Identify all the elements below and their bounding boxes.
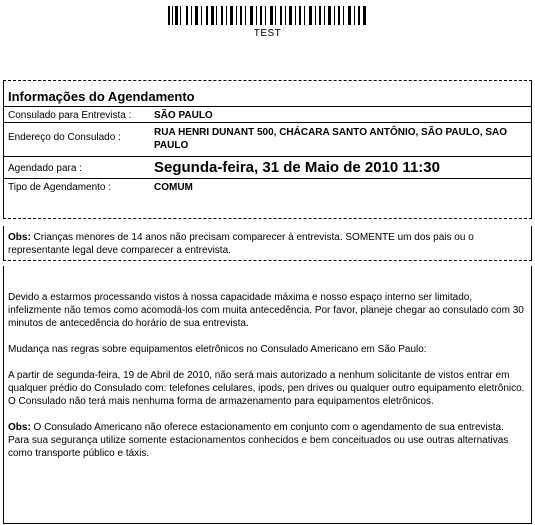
consulate-value: SÃO PAULO xyxy=(154,110,213,121)
section-title: Informações do Agendamento xyxy=(8,89,195,104)
electronics-rule-paragraph: A partir de segunda-feira, 19 de Abril de 2010, não será mais autorizado a nenhum solicitante de vistos entrar em qualquer prédio do Consulado com: telefones celulares, ipods, pen drives ou qualquer outro equipamento eletrônico. O Consulado não terá mais nenhuma forma de armazenamento para equipamentos eletrônicos. xyxy=(8,370,525,407)
parking-note xyxy=(8,421,525,460)
notice-content xyxy=(8,291,525,473)
obs-text: Crianças menores de 14 anos não precisam comparecer à entrevista. SOMENTE um dos pais ou o representante legal deve comparecer a entrevista. xyxy=(8,232,474,256)
barcode-label: TEST xyxy=(253,28,282,39)
scheduled-date-value: Segunda-feira, 31 de Maio de 2010 11:30 xyxy=(154,159,440,176)
barcode xyxy=(168,6,366,25)
parking-text: O Consulado Americano não oferece estacionamento em conjunto com o agendamento de sua entrevista. Para sua segurança utilize somente estacionamentos conhecidos e bem conceituados ou use outras alternativas como transporte público e táxis. xyxy=(8,422,509,459)
children-note xyxy=(8,231,527,257)
consulate-label: Consulado para Entrevista : xyxy=(8,110,132,121)
obs-prefix: Obs: xyxy=(8,232,31,243)
table-row xyxy=(4,123,531,157)
table-row xyxy=(4,179,531,195)
appointment-type-value: COMUM xyxy=(154,182,193,193)
address-label: Endereço do Consulado : xyxy=(8,132,121,143)
obs-prefix: Obs: xyxy=(8,422,31,433)
dashed-divider xyxy=(3,218,532,219)
electronics-rule-heading: Mudança nas regras sobre equipamentos eletrônicos no Consulado Americano em São Paulo: xyxy=(8,344,427,355)
address-value: RUA HENRI DUNANT 500, CHÁCARA SANTO ANTÔNIO, SÃO PAULO, SAO PAULO xyxy=(154,127,507,151)
table-row xyxy=(4,157,531,179)
children-note-box xyxy=(3,226,532,260)
appointment-info-section xyxy=(3,80,532,218)
scheduled-for-label: Agendado para : xyxy=(8,163,82,174)
appointment-info-table xyxy=(4,106,531,195)
dashed-divider xyxy=(3,260,532,261)
appointment-type-label: Tipo de Agendamento : xyxy=(8,182,112,193)
table-row xyxy=(4,107,531,123)
notice-box xyxy=(3,266,532,524)
capacity-paragraph: Devido a estarmos processando vistos à nossa capacidade máxima e nosso espaço interno ser limitado, infelizmente não temos como acomodá-los com muita antecedência. Por favor, planeje chegar ao consulado com 30 minutos de antecedência do horário de sua entrevista. xyxy=(8,292,524,329)
